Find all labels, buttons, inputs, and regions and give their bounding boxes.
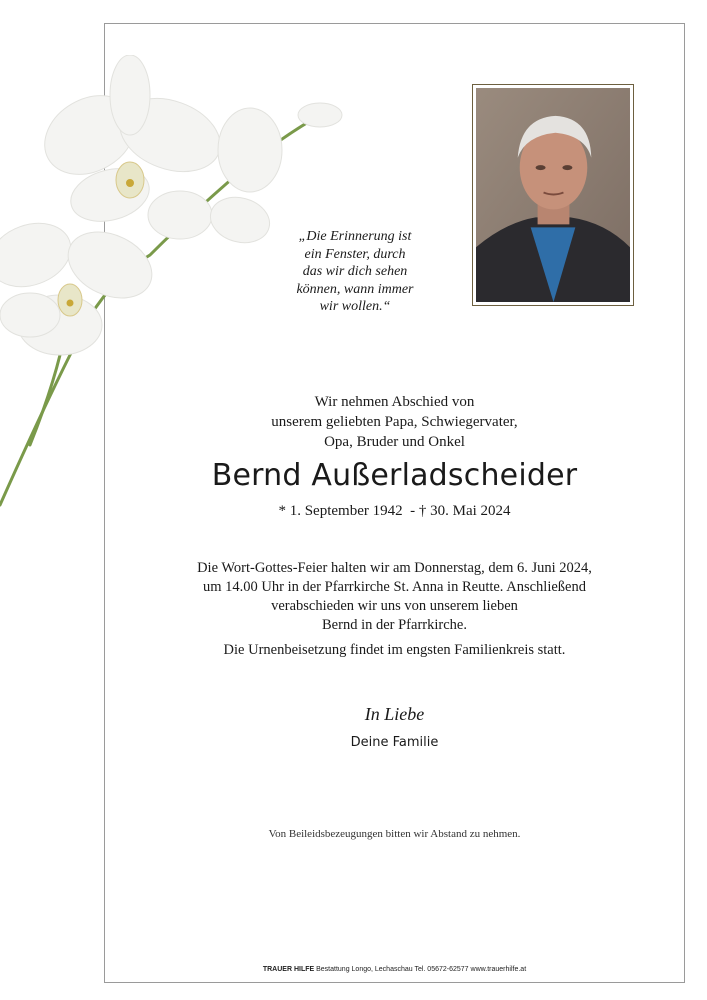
farewell-intro	[104, 392, 685, 452]
quote-line: ein Fenster, durch	[304, 246, 406, 262]
in-liebe-text: In Liebe	[364, 704, 425, 724]
intro-line: unserem geliebten Papa, Schwiegervater,	[271, 414, 518, 430]
quote-line: „Die Erinnerung ist	[298, 229, 412, 244]
life-dates: * 1. September 1942 - † 30. Mai 2024	[278, 503, 511, 519]
footer-brand: TRAUER HILFE	[262, 966, 315, 973]
ceremony-details	[104, 559, 685, 660]
intro-line: Opa, Bruder und Onkel	[324, 434, 465, 450]
deceased-name: Bernd Außerladscheider	[211, 458, 578, 493]
family-signature: Deine Familie	[350, 735, 439, 750]
intro-line: Wir nehmen Abschied von	[314, 394, 475, 410]
quote-line: können, wann immer	[296, 281, 414, 297]
portrait-photo	[476, 88, 630, 302]
ceremony-line: verabschieden wir uns von unserem lieben	[271, 598, 518, 614]
ceremony-line: Bernd in der Pfarrkirche.	[322, 617, 467, 633]
footer	[104, 966, 685, 973]
ceremony-line: Die Wort-Gottes-Feier halten wir am Donnerstag, dem 6. Juni 2024,	[197, 560, 592, 576]
portrait-frame	[472, 84, 634, 306]
ceremony-line: um 14.00 Uhr in der Pfarrkirche St. Anna in Reutte. Anschließend	[203, 579, 586, 595]
quote-line: das wir dich sehen	[302, 264, 408, 279]
condolence-note: Von Beileidsbezeugungen bitten wir Abstand zu nehmen.	[268, 828, 521, 840]
urn-burial-note: Die Urnenbeisetzung findet im engsten Familienkreis statt.	[223, 642, 566, 658]
quote-line: wir wollen.“	[319, 299, 391, 314]
footer-contact: Bestattung Longo, Lechaschau Tel. 05672-62577 www.trauerhilfe.at	[316, 966, 527, 973]
memorial-quote	[270, 228, 440, 316]
